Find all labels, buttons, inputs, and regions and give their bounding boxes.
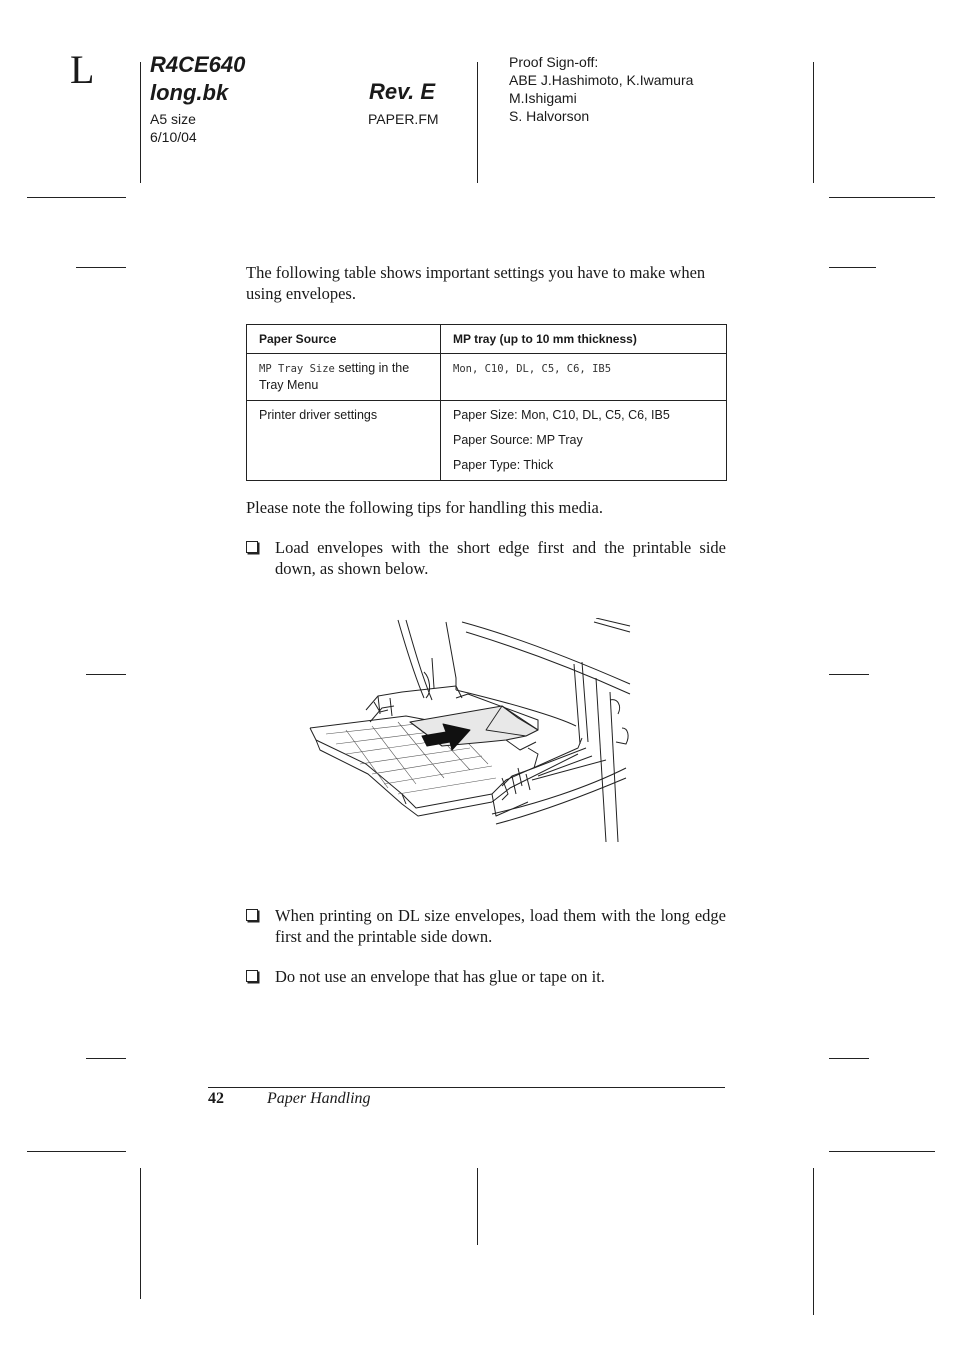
- crop-mark: [813, 62, 814, 183]
- crop-mark: [76, 267, 126, 268]
- table-row: [247, 401, 727, 481]
- page-number: 42: [208, 1090, 224, 1107]
- checkbox-bullet-icon: [246, 541, 258, 553]
- table-header-cell: MP tray (up to 10 mm thickness): [441, 325, 727, 354]
- book-name: long.bk: [150, 80, 229, 105]
- crop-mark: [86, 1058, 126, 1059]
- page-corner-mark: L: [70, 47, 95, 92]
- setting-code: MP Tray Size: [259, 363, 335, 375]
- table-row: [247, 354, 727, 401]
- crop-mark: [477, 62, 478, 183]
- bullet-text: Do not use an envelope that has glue or tape on it.: [275, 967, 605, 986]
- proof-line: ABE J.Hashimoto, K.Iwamura: [509, 72, 694, 88]
- crop-mark: [829, 674, 869, 675]
- tips-intro: Please note the following tips for handling this media.: [246, 498, 603, 517]
- crop-mark: [27, 197, 126, 198]
- table-cell: [441, 401, 727, 481]
- chapter-title: Paper Handling: [267, 1090, 371, 1107]
- footer-rule: [208, 1087, 725, 1088]
- revision-label: Rev. E: [369, 79, 436, 104]
- intro-paragraph: The following table shows important settings you have to make when using envelopes.: [246, 263, 706, 303]
- table-cell: [247, 354, 441, 401]
- proof-line: S. Halvorson: [509, 108, 590, 124]
- envelope-settings-table: [246, 324, 727, 481]
- doc-date: 6/10/04: [150, 129, 197, 145]
- checkbox-bullet-icon: [246, 970, 258, 982]
- envelope-loading-illustration: [306, 618, 632, 842]
- paper-size: A5 size: [150, 111, 196, 127]
- driver-setting: Paper Source: MP Tray: [453, 433, 583, 447]
- crop-mark: [829, 267, 876, 268]
- driver-setting: Paper Size: Mon, C10, DL, C5, C6, IB5: [453, 408, 670, 422]
- proof-title: Proof Sign-off:: [509, 54, 599, 70]
- driver-setting: Paper Type: Thick: [453, 458, 554, 472]
- bullet-text: When printing on DL size envelopes, load them with the long edge first and the printable side down.: [275, 906, 726, 946]
- table-header-cell: Paper Source: [247, 325, 441, 354]
- crop-mark: [140, 62, 141, 183]
- proof-line: M.Ishigami: [509, 90, 577, 106]
- bullet-text: Load envelopes with the short edge first and the printable side down, as shown below.: [275, 538, 726, 578]
- setting-text: setting in the Tray Menu: [259, 361, 410, 392]
- crop-mark: [813, 1168, 814, 1315]
- setting-values: Mon, C10, DL, C5, C6, IB5: [453, 363, 612, 375]
- crop-mark: [829, 1058, 869, 1059]
- size-date: [150, 110, 197, 146]
- checkbox-bullet-icon: [246, 909, 258, 921]
- crop-mark: [477, 1168, 478, 1245]
- model-name: R4CE640: [150, 52, 246, 77]
- table-cell: Printer driver settings: [247, 401, 441, 481]
- crop-mark: [829, 197, 935, 198]
- crop-mark: [27, 1151, 126, 1152]
- table-header-row: [247, 325, 727, 354]
- table-cell: [441, 354, 727, 401]
- file-name: PAPER.FM: [368, 111, 439, 127]
- crop-mark: [86, 674, 126, 675]
- proof-signoff: [509, 53, 693, 125]
- doc-model: [150, 51, 245, 107]
- crop-mark: [140, 1168, 141, 1299]
- crop-mark: [829, 1151, 935, 1152]
